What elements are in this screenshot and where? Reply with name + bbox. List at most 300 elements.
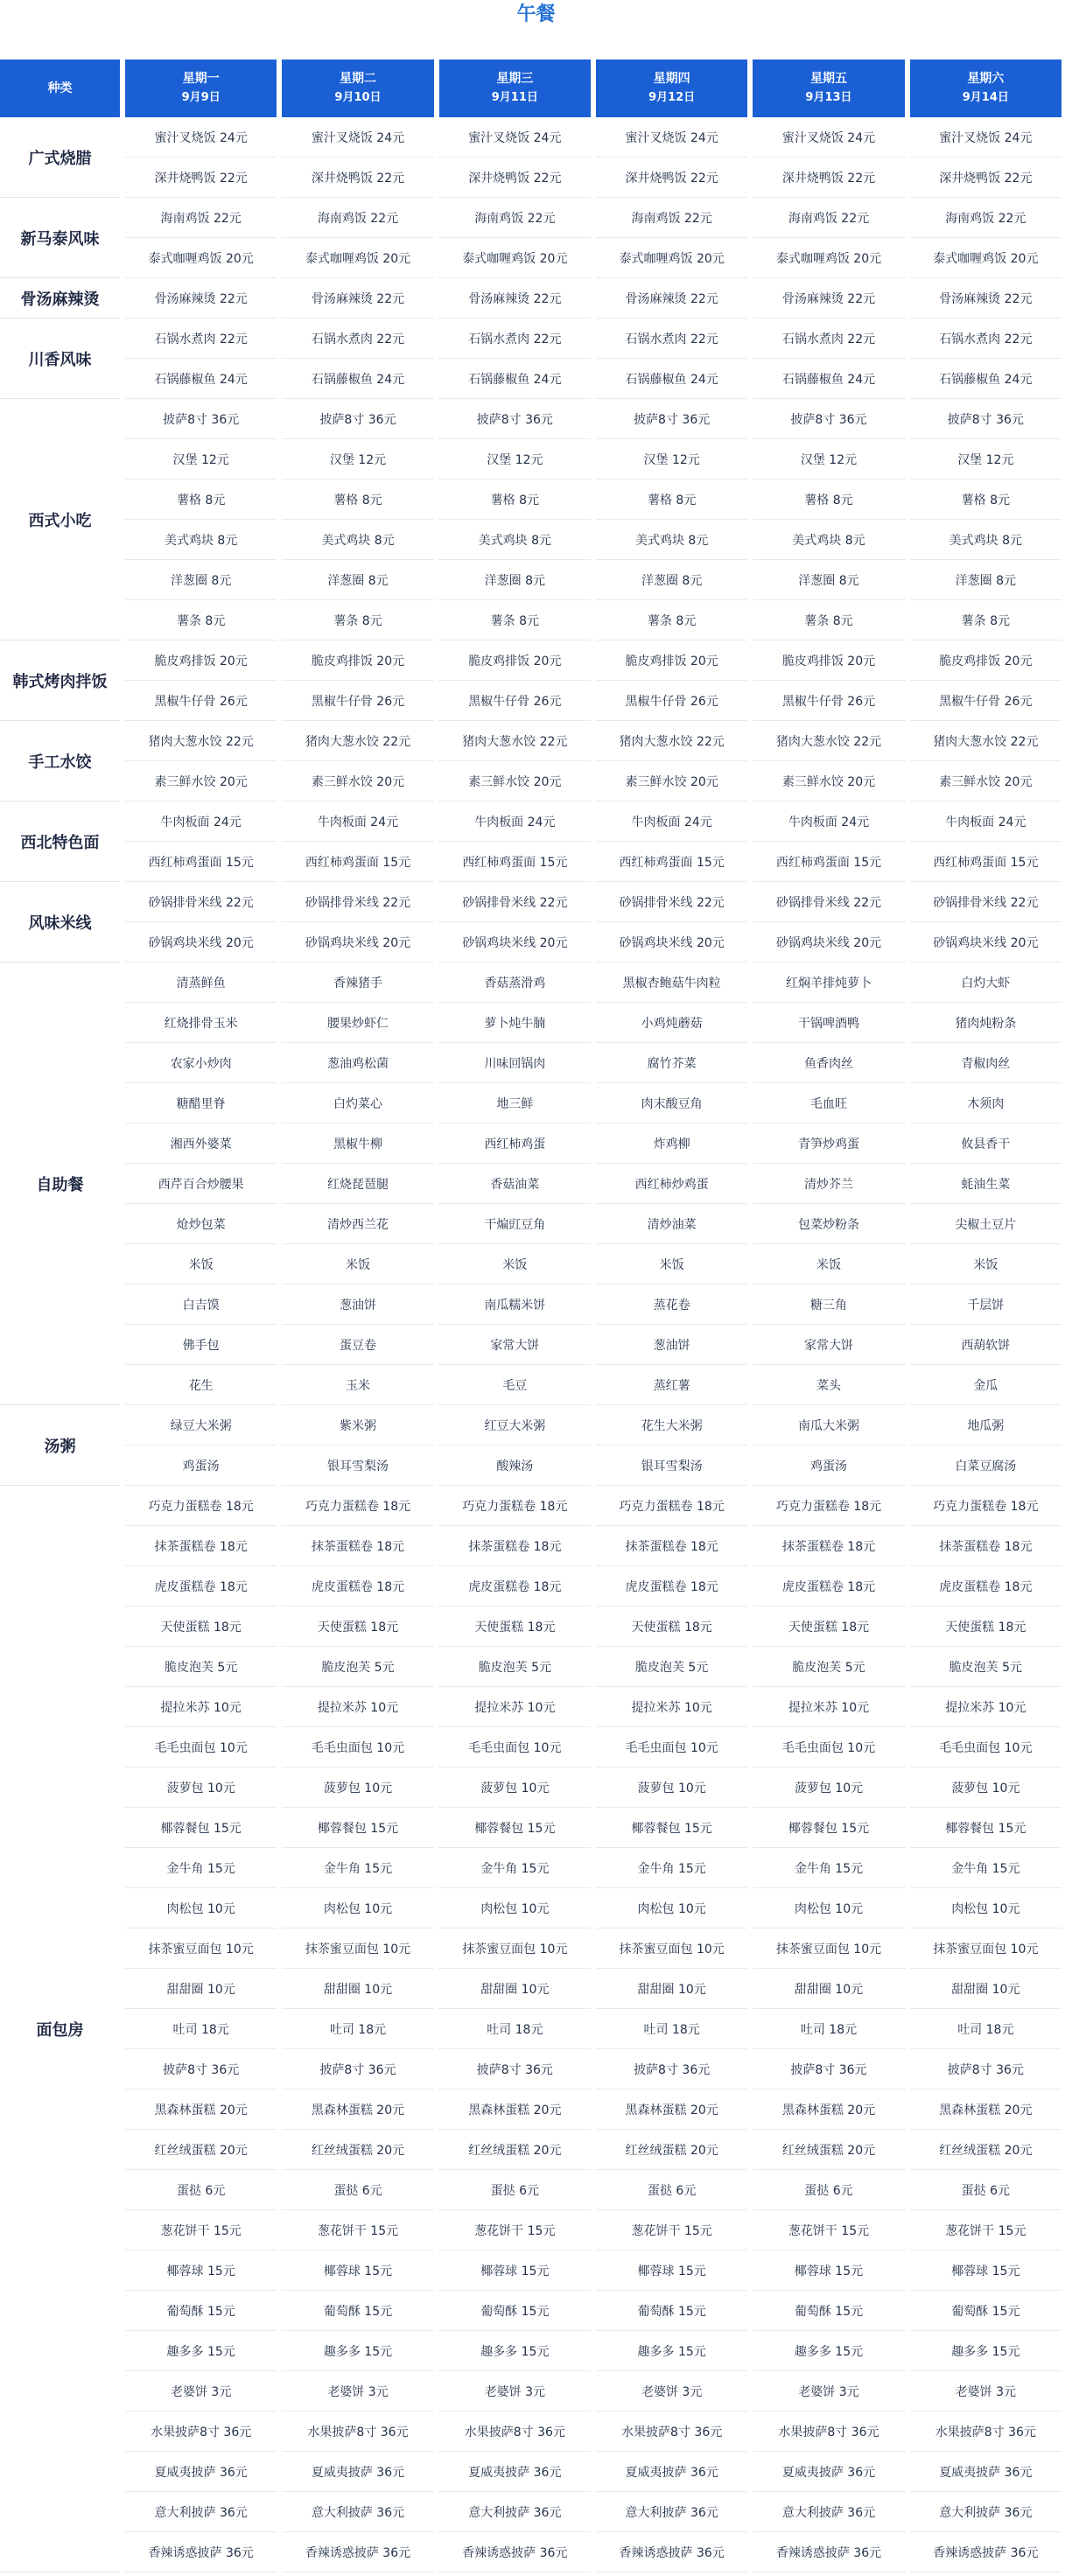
menu-item-cell: 虎皮蛋糕卷 18元 [753,1566,904,1606]
table-row [0,640,1061,681]
menu-item-cell: 提拉米苏 10元 [125,1687,277,1727]
menu-item-cell: 蒸红薯 [596,1365,747,1405]
menu-item-cell: 椰蓉球 15元 [125,2250,277,2291]
menu-item-cell: 深井烧鸭饭 22元 [596,158,747,198]
header-date: 9月13日 [805,91,852,104]
header-weekday: 星期四 [653,72,690,86]
menu-item-cell: 夏威夷披萨 36元 [125,2452,277,2492]
menu-item-cell: 黑森林蛋糕 20元 [910,2090,1061,2130]
menu-item-cell: 红丝绒蛋糕 20元 [596,2130,747,2170]
menu-item-cell: 香菇蒸滑鸡 [439,962,591,1003]
menu-item-cell: 紫米粥 [282,1405,433,1446]
menu-item-cell: 汉堡 12元 [596,439,747,480]
menu-item-cell: 肉松包 10元 [125,1888,277,1928]
menu-item-cell: 蜜汁叉烧饭 24元 [910,117,1061,158]
menu-item-cell: 椰蓉餐包 15元 [753,1808,904,1848]
menu-item-cell: 绿豆大米粥 [125,1405,277,1446]
menu-item-cell: 红豆大米粥 [439,1405,591,1446]
table-row [0,1446,1061,1486]
menu-item-cell: 香辣诱惑披萨 36元 [125,2532,277,2572]
menu-item-cell: 牛肉板面 24元 [282,802,433,842]
table-row [0,1003,1061,1043]
menu-item-cell: 抹茶蜜豆面包 10元 [596,1928,747,1969]
table-row [0,480,1061,520]
header-day-tue [282,60,433,117]
menu-item-cell: 佛手包 [125,1325,277,1365]
menu-item-cell: 砂锅排骨米线 22元 [125,882,277,922]
menu-item-cell: 肉松包 10元 [282,1888,433,1928]
menu-item-cell: 脆皮泡芙 5元 [910,1647,1061,1687]
menu-item-cell: 地瓜粥 [910,1405,1061,1446]
menu-item-cell: 薯格 8元 [125,480,277,520]
table-row [0,1928,1061,1969]
table-row [0,318,1061,359]
menu-item-cell: 素三鲜水饺 20元 [282,761,433,802]
menu-item-cell: 黑森林蛋糕 20元 [753,2090,904,2130]
menu-item-cell: 意大利披萨 36元 [753,2492,904,2532]
table-row [0,2090,1061,2130]
menu-item-cell: 红丝绒蛋糕 20元 [753,2130,904,2170]
menu-item-cell: 黑椒牛仔骨 26元 [125,681,277,721]
header-date: 9月11日 [491,91,538,104]
menu-item-cell: 老婆饼 3元 [439,2371,591,2412]
menu-item-cell: 意大利披萨 36元 [439,2492,591,2532]
table-row [0,2532,1061,2572]
menu-item-cell: 菠萝包 10元 [125,1768,277,1808]
menu-item-cell: 美式鸡块 8元 [596,520,747,560]
menu-item-cell: 菠萝包 10元 [282,1768,433,1808]
menu-item-cell: 吐司 18元 [910,2009,1061,2049]
menu-item-cell: 骨汤麻辣烫 22元 [596,278,747,318]
menu-item-cell: 红丝绒蛋糕 20元 [282,2130,433,2170]
menu-item-cell: 薯格 8元 [282,480,433,520]
menu-item-cell: 天使蛋糕 18元 [439,1606,591,1647]
menu-item-cell: 家常大饼 [753,1325,904,1365]
menu-item-cell: 菠萝包 10元 [439,1768,591,1808]
menu-item-cell: 意大利披萨 36元 [596,2492,747,2532]
table-row [0,1204,1061,1244]
header-date: 9月12日 [648,91,696,104]
menu-item-cell: 西红柿炒鸡蛋 [596,1164,747,1204]
table-row [0,2170,1061,2210]
menu-item-cell: 老婆饼 3元 [596,2371,747,2412]
menu-item-cell: 吐司 18元 [125,2009,277,2049]
menu-item-cell: 椰蓉餐包 15元 [282,1808,433,1848]
menu-item-cell: 香辣诱惑披萨 36元 [753,2532,904,2572]
menu-item-cell: 美式鸡块 8元 [125,520,277,560]
table-row [0,399,1061,439]
menu-item-cell: 金牛角 15元 [125,1848,277,1888]
menu-item-cell: 意大利披萨 36元 [282,2492,433,2532]
menu-item-cell: 老婆饼 3元 [910,2371,1061,2412]
menu-item-cell: 抹茶蛋糕卷 18元 [125,1526,277,1566]
menu-item-cell: 毛毛虫面包 10元 [910,1727,1061,1768]
menu-item-cell: 海南鸡饭 22元 [910,198,1061,238]
header-date: 9月14日 [962,91,1009,104]
menu-item-cell: 蜜汁叉烧饭 24元 [596,117,747,158]
table-row [0,1244,1061,1284]
menu-item-cell: 骨汤麻辣烫 22元 [125,278,277,318]
menu-item-cell: 提拉米苏 10元 [910,1687,1061,1727]
menu-item-cell: 泰式咖喱鸡饭 20元 [596,238,747,278]
menu-item-cell: 椰蓉餐包 15元 [125,1808,277,1848]
table-row [0,560,1061,600]
table-row [0,1284,1061,1325]
menu-item-cell: 甜甜圈 10元 [753,1969,904,2009]
menu-item-cell: 黑椒牛仔骨 26元 [282,681,433,721]
menu-item-cell: 葡萄酥 15元 [910,2291,1061,2331]
menu-item-cell: 牛肉板面 24元 [753,802,904,842]
menu-item-cell: 脆皮泡芙 5元 [125,1647,277,1687]
menu-item-cell: 巧克力蛋糕卷 18元 [125,1486,277,1526]
menu-item-cell: 薯格 8元 [596,480,747,520]
menu-item-cell: 黑森林蛋糕 20元 [125,2090,277,2130]
table-row [0,1365,1061,1405]
menu-item-cell: 葱花饼干 15元 [125,2210,277,2250]
menu-item-cell: 家常大饼 [439,1325,591,1365]
menu-item-cell: 虎皮蛋糕卷 18元 [439,1566,591,1606]
menu-item-cell: 吐司 18元 [753,2009,904,2049]
menu-item-cell: 汉堡 12元 [439,439,591,480]
menu-item-cell: 菠萝包 10元 [910,1768,1061,1808]
menu-item-cell: 深井烧鸭饭 22元 [125,158,277,198]
menu-item-cell: 糖醋里脊 [125,1083,277,1124]
menu-item-cell: 汉堡 12元 [753,439,904,480]
menu-item-cell: 砂锅鸡块米线 20元 [753,922,904,962]
header-row [0,60,1061,117]
menu-item-cell: 素三鲜水饺 20元 [753,761,904,802]
menu-item-cell: 骨汤麻辣烫 22元 [439,278,591,318]
table-row [0,1043,1061,1083]
menu-item-cell: 抹茶蛋糕卷 18元 [753,1526,904,1566]
menu-item-cell: 巧克力蛋糕卷 18元 [596,1486,747,1526]
menu-item-cell: 红丝绒蛋糕 20元 [910,2130,1061,2170]
menu-item-cell: 香辣诱惑披萨 36元 [282,2532,433,2572]
table-row [0,1888,1061,1928]
menu-item-cell: 薯条 8元 [910,600,1061,640]
menu-item-cell: 抹茶蛋糕卷 18元 [282,1526,433,1566]
menu-item-cell: 趣多多 15元 [125,2331,277,2371]
menu-item-cell: 毛毛虫面包 10元 [282,1727,433,1768]
table-row [0,2009,1061,2049]
menu-item-cell: 葡萄酥 15元 [596,2291,747,2331]
menu-item-cell: 香辣诱惑披萨 36元 [439,2532,591,2572]
category-label: 风味米线 [0,882,120,962]
menu-item-cell: 美式鸡块 8元 [439,520,591,560]
menu-item-cell: 湘西外婆菜 [125,1124,277,1164]
menu-item-cell: 葡萄酥 15元 [753,2291,904,2331]
menu-item-cell: 川味回锅肉 [439,1043,591,1083]
menu-item-cell: 洋葱圈 8元 [439,560,591,600]
menu-item-cell: 脆皮鸡排饭 20元 [125,640,277,681]
table-row [0,1768,1061,1808]
menu-item-cell: 红焖羊排炖萝卜 [753,962,904,1003]
menu-item-cell: 椰蓉球 15元 [596,2250,747,2291]
menu-item-cell: 提拉米苏 10元 [282,1687,433,1727]
menu-item-cell: 薯格 8元 [753,480,904,520]
menu-item-cell: 木须肉 [910,1083,1061,1124]
menu-item-cell: 砂锅排骨米线 22元 [910,882,1061,922]
table-row [0,882,1061,922]
menu-item-cell: 椰蓉球 15元 [753,2250,904,2291]
menu-item-cell: 老婆饼 3元 [753,2371,904,2412]
menu-item-cell: 黑椒杏鲍菇牛肉粒 [596,962,747,1003]
menu-item-cell: 虎皮蛋糕卷 18元 [910,1566,1061,1606]
menu-item-cell: 白灼大虾 [910,962,1061,1003]
table-row [0,2291,1061,2331]
menu-item-cell: 砂锅鸡块米线 20元 [596,922,747,962]
menu-item-cell: 泰式咖喱鸡饭 20元 [282,238,433,278]
header-weekday: 星期三 [496,72,534,86]
menu-item-cell: 甜甜圈 10元 [125,1969,277,2009]
menu-item-cell: 天使蛋糕 18元 [282,1606,433,1647]
menu-item-cell: 抹茶蛋糕卷 18元 [596,1526,747,1566]
menu-item-cell: 洋葱圈 8元 [910,560,1061,600]
menu-item-cell: 鸡蛋汤 [125,1446,277,1486]
menu-item-cell: 花生大米粥 [596,1405,747,1446]
menu-item-cell: 毛毛虫面包 10元 [439,1727,591,1768]
menu-item-cell: 美式鸡块 8元 [753,520,904,560]
table-row [0,520,1061,560]
menu-item-cell: 海南鸡饭 22元 [596,198,747,238]
menu-item-cell: 干煸豇豆角 [439,1204,591,1244]
table-row [0,600,1061,640]
menu-item-cell: 西红柿鸡蛋面 15元 [125,842,277,882]
menu-item-cell: 石锅藤椒鱼 24元 [125,359,277,399]
menu-item-cell: 香辣猪手 [282,962,433,1003]
table-row [0,117,1061,158]
header-date: 9月9日 [181,91,221,104]
table-row [0,359,1061,399]
menu-item-cell: 西红柿鸡蛋面 15元 [439,842,591,882]
category-label: 新马泰风味 [0,198,120,278]
menu-item-cell: 红丝绒蛋糕 20元 [125,2130,277,2170]
menu-item-cell: 抹茶蜜豆面包 10元 [125,1928,277,1969]
header-day-sat [910,60,1061,117]
menu-item-cell: 水果披萨8寸 36元 [125,2412,277,2452]
menu-table-header [0,60,1061,117]
menu-item-cell: 石锅藤椒鱼 24元 [439,359,591,399]
table-row [0,198,1061,238]
menu-item-cell: 西红柿鸡蛋面 15元 [910,842,1061,882]
menu-item-cell: 甜甜圈 10元 [282,1969,433,2009]
menu-item-cell: 肉松包 10元 [596,1888,747,1928]
menu-item-cell: 披萨8寸 36元 [910,399,1061,439]
table-row [0,2452,1061,2492]
menu-item-cell: 肉松包 10元 [439,1888,591,1928]
menu-item-cell: 洋葱圈 8元 [282,560,433,600]
menu-item-cell: 趣多多 15元 [910,2331,1061,2371]
menu-item-cell: 红烧琵琶腿 [282,1164,433,1204]
table-row [0,962,1061,1003]
header-date: 9月10日 [334,91,382,104]
menu-item-cell: 虎皮蛋糕卷 18元 [282,1566,433,1606]
menu-item-cell: 椰蓉球 15元 [910,2250,1061,2291]
menu-item-cell: 趣多多 15元 [596,2331,747,2371]
menu-item-cell: 骨汤麻辣烫 22元 [910,278,1061,318]
menu-item-cell: 意大利披萨 36元 [125,2492,277,2532]
category-label: 西北特色面 [0,802,120,882]
table-row [0,1325,1061,1365]
menu-item-cell: 毛毛虫面包 10元 [753,1727,904,1768]
menu-item-cell: 黑椒牛柳 [282,1124,433,1164]
menu-item-cell: 夏威夷披萨 36元 [596,2452,747,2492]
table-row [0,842,1061,882]
menu-item-cell: 蒸花卷 [596,1284,747,1325]
menu-item-cell: 红丝绒蛋糕 20元 [439,2130,591,2170]
menu-item-cell: 米饭 [596,1244,747,1284]
menu-item-cell: 萝卜炖牛腩 [439,1003,591,1043]
category-label: 西式小吃 [0,399,120,640]
menu-item-cell: 椰蓉球 15元 [439,2250,591,2291]
category-label: 汤粥 [0,1405,120,1486]
menu-item-cell: 葱花饼干 15元 [910,2210,1061,2250]
menu-item-cell: 砂锅鸡块米线 20元 [282,922,433,962]
menu-table-container [0,60,1072,2572]
menu-item-cell: 石锅藤椒鱼 24元 [910,359,1061,399]
menu-item-cell: 深井烧鸭饭 22元 [753,158,904,198]
menu-item-cell: 黑椒牛仔骨 26元 [753,681,904,721]
menu-item-cell: 猪肉大葱水饺 22元 [596,721,747,761]
menu-item-cell: 石锅藤椒鱼 24元 [753,359,904,399]
menu-item-cell: 提拉米苏 10元 [596,1687,747,1727]
menu-item-cell: 牛肉板面 24元 [910,802,1061,842]
menu-item-cell: 薯条 8元 [282,600,433,640]
menu-item-cell: 夏威夷披萨 36元 [282,2452,433,2492]
header-category: 种类 [0,60,120,117]
menu-item-cell: 天使蛋糕 18元 [596,1606,747,1647]
table-row [0,1566,1061,1606]
menu-item-cell: 素三鲜水饺 20元 [596,761,747,802]
menu-item-cell: 酸辣汤 [439,1446,591,1486]
menu-item-cell: 西红柿鸡蛋 [439,1124,591,1164]
menu-item-cell: 肉松包 10元 [753,1888,904,1928]
menu-item-cell: 洋葱圈 8元 [125,560,277,600]
menu-item-cell: 毛血旺 [753,1083,904,1124]
menu-item-cell: 深井烧鸭饭 22元 [282,158,433,198]
menu-item-cell: 披萨8寸 36元 [125,399,277,439]
menu-item-cell: 洋葱圈 8元 [596,560,747,600]
menu-item-cell: 水果披萨8寸 36元 [282,2412,433,2452]
category-label: 手工水饺 [0,721,120,802]
category-label: 自助餐 [0,962,120,1405]
menu-item-cell: 猪肉大葱水饺 22元 [282,721,433,761]
menu-item-cell: 蚝油生菜 [910,1164,1061,1204]
menu-item-cell: 牛肉板面 24元 [439,802,591,842]
menu-item-cell: 蛋豆卷 [282,1325,433,1365]
menu-item-cell: 老婆饼 3元 [125,2371,277,2412]
menu-item-cell: 提拉米苏 10元 [439,1687,591,1727]
menu-item-cell: 葱油饼 [282,1284,433,1325]
menu-item-cell: 菠萝包 10元 [753,1768,904,1808]
menu-item-cell: 清蒸鲜鱼 [125,962,277,1003]
menu-item-cell: 汉堡 12元 [125,439,277,480]
category-label: 川香风味 [0,318,120,399]
menu-item-cell: 海南鸡饭 22元 [753,198,904,238]
menu-item-cell: 石锅水煮肉 22元 [439,318,591,359]
menu-item-cell: 披萨8寸 36元 [125,2049,277,2090]
menu-item-cell: 披萨8寸 36元 [439,2049,591,2090]
menu-table-body [0,117,1061,2572]
table-row [0,2412,1061,2452]
menu-item-cell: 天使蛋糕 18元 [125,1606,277,1647]
table-row [0,1727,1061,1768]
menu-item-cell: 西红柿鸡蛋面 15元 [596,842,747,882]
menu-item-cell: 农家小炒肉 [125,1043,277,1083]
menu-table [0,60,1067,2572]
category-label: 骨汤麻辣烫 [0,278,120,318]
menu-item-cell: 天使蛋糕 18元 [753,1606,904,1647]
menu-item-cell: 甜甜圈 10元 [596,1969,747,2009]
menu-item-cell: 石锅水煮肉 22元 [910,318,1061,359]
menu-item-cell: 石锅水煮肉 22元 [753,318,904,359]
menu-item-cell: 腰果炒虾仁 [282,1003,433,1043]
menu-item-cell: 米饭 [910,1244,1061,1284]
table-row [0,1969,1061,2009]
table-row [0,158,1061,198]
menu-item-cell: 脆皮鸡排饭 20元 [282,640,433,681]
menu-item-cell: 黑森林蛋糕 20元 [596,2090,747,2130]
menu-item-cell: 攸县香干 [910,1124,1061,1164]
menu-item-cell: 蛋挞 6元 [125,2170,277,2210]
menu-item-cell: 猪肉大葱水饺 22元 [910,721,1061,761]
menu-item-cell: 肉末酸豆角 [596,1083,747,1124]
menu-item-cell: 骨汤麻辣烫 22元 [753,278,904,318]
table-row [0,721,1061,761]
menu-item-cell: 玉米 [282,1365,433,1405]
table-row [0,1164,1061,1204]
menu-item-cell: 脆皮泡芙 5元 [596,1647,747,1687]
header-day-wed [439,60,591,117]
menu-item-cell: 披萨8寸 36元 [596,2049,747,2090]
menu-item-cell: 水果披萨8寸 36元 [910,2412,1061,2452]
table-row [0,1083,1061,1124]
menu-item-cell: 薯格 8元 [910,480,1061,520]
menu-item-cell: 薯条 8元 [596,600,747,640]
header-weekday: 星期二 [339,72,376,86]
menu-item-cell: 黑椒牛仔骨 26元 [439,681,591,721]
menu-item-cell: 骨汤麻辣烫 22元 [282,278,433,318]
menu-item-cell: 甜甜圈 10元 [439,1969,591,2009]
menu-item-cell: 洋葱圈 8元 [753,560,904,600]
header-day-fri [753,60,904,117]
table-row [0,238,1061,278]
menu-item-cell: 海南鸡饭 22元 [282,198,433,238]
menu-item-cell: 葡萄酥 15元 [125,2291,277,2331]
menu-item-cell: 肉松包 10元 [910,1888,1061,1928]
menu-item-cell: 砂锅鸡块米线 20元 [439,922,591,962]
table-row [0,1848,1061,1888]
menu-item-cell: 披萨8寸 36元 [910,2049,1061,2090]
menu-item-cell: 糖三角 [753,1284,904,1325]
menu-item-cell: 抹茶蜜豆面包 10元 [753,1928,904,1969]
menu-item-cell: 水果披萨8寸 36元 [439,2412,591,2452]
menu-item-cell: 吐司 18元 [596,2009,747,2049]
menu-item-cell: 汉堡 12元 [282,439,433,480]
menu-item-cell: 葡萄酥 15元 [439,2291,591,2331]
menu-item-cell: 葱油饼 [596,1325,747,1365]
table-row [0,2210,1061,2250]
menu-item-cell: 黑森林蛋糕 20元 [282,2090,433,2130]
menu-item-cell: 泰式咖喱鸡饭 20元 [439,238,591,278]
menu-item-cell: 提拉米苏 10元 [753,1687,904,1727]
menu-item-cell: 薯格 8元 [439,480,591,520]
table-row [0,681,1061,721]
table-row [0,2130,1061,2170]
menu-item-cell: 甜甜圈 10元 [910,1969,1061,2009]
table-row [0,1647,1061,1687]
menu-item-cell: 石锅藤椒鱼 24元 [596,359,747,399]
